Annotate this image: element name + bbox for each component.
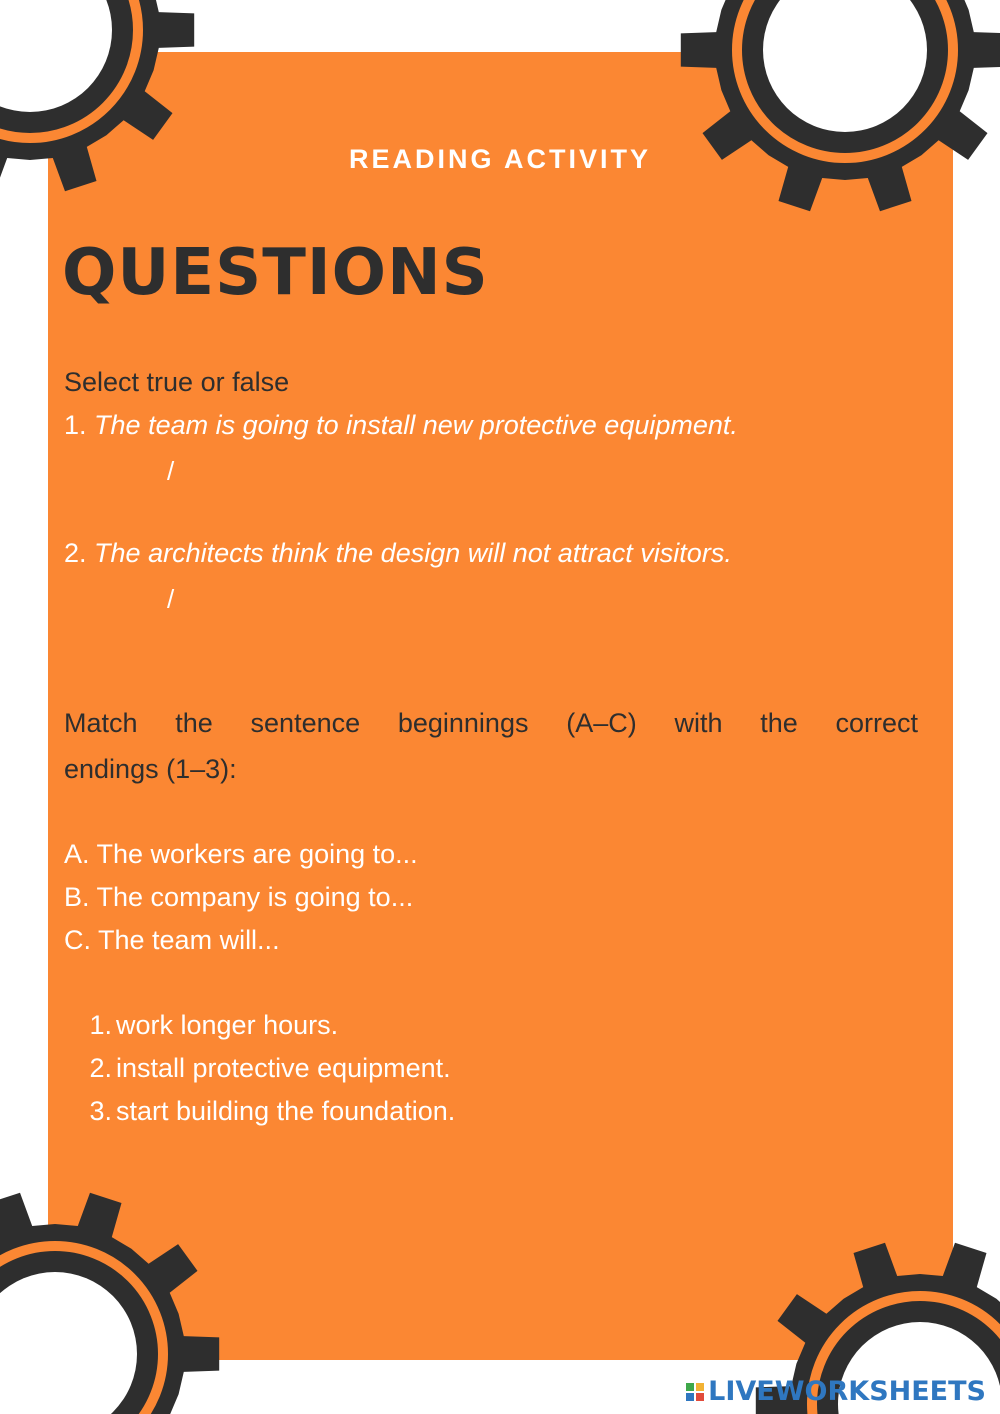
gear-icon-bottom-left xyxy=(0,1174,270,1414)
logo-mark-icon xyxy=(686,1383,704,1401)
question-number: 2. xyxy=(64,538,87,568)
ending-number: 3. xyxy=(89,1096,112,1126)
sentence-beginning-c: C. The team will... xyxy=(64,925,280,955)
sentence-beginning-b: B. The company is going to... xyxy=(64,882,414,912)
ending-number: 1. xyxy=(89,1010,112,1040)
ending-text: start building the foundation. xyxy=(116,1096,456,1126)
ending-number: 2. xyxy=(89,1053,112,1083)
sentence-beginning-a: A. The workers are going to... xyxy=(64,839,418,869)
answer-separator-1[interactable]: / xyxy=(167,456,175,486)
gear-icon-top-right xyxy=(660,0,1000,240)
logo-text: LIVEWORKSHEETS xyxy=(708,1376,986,1407)
sentence-ending-1 xyxy=(80,1008,338,1042)
sentence-ending-2 xyxy=(80,1051,451,1085)
question-number: 1. xyxy=(64,410,87,440)
matching-instruction-line-1: Match the sentence beginnings (A–C) with the correct xyxy=(64,708,918,738)
gear-icon-top-left xyxy=(0,0,220,240)
question-text: The architects think the design will not attract visitors. xyxy=(94,538,732,568)
true-false-instruction: Select true or false xyxy=(64,367,290,397)
matching-instruction-line-2: endings (1–3): xyxy=(64,754,237,784)
question-text: The team is going to install new protective equipment. xyxy=(94,410,738,440)
page-title: QUESTIONS xyxy=(62,236,489,310)
answer-separator-2[interactable]: / xyxy=(167,584,175,614)
true-false-question-2 xyxy=(64,536,732,570)
true-false-question-1 xyxy=(64,408,738,442)
ending-text: install protective equipment. xyxy=(116,1053,451,1083)
ending-text: work longer hours. xyxy=(116,1010,339,1040)
sentence-ending-3 xyxy=(80,1094,455,1128)
activity-subtitle: READING ACTIVITY xyxy=(348,144,651,174)
liveworksheets-logo xyxy=(686,1376,986,1407)
